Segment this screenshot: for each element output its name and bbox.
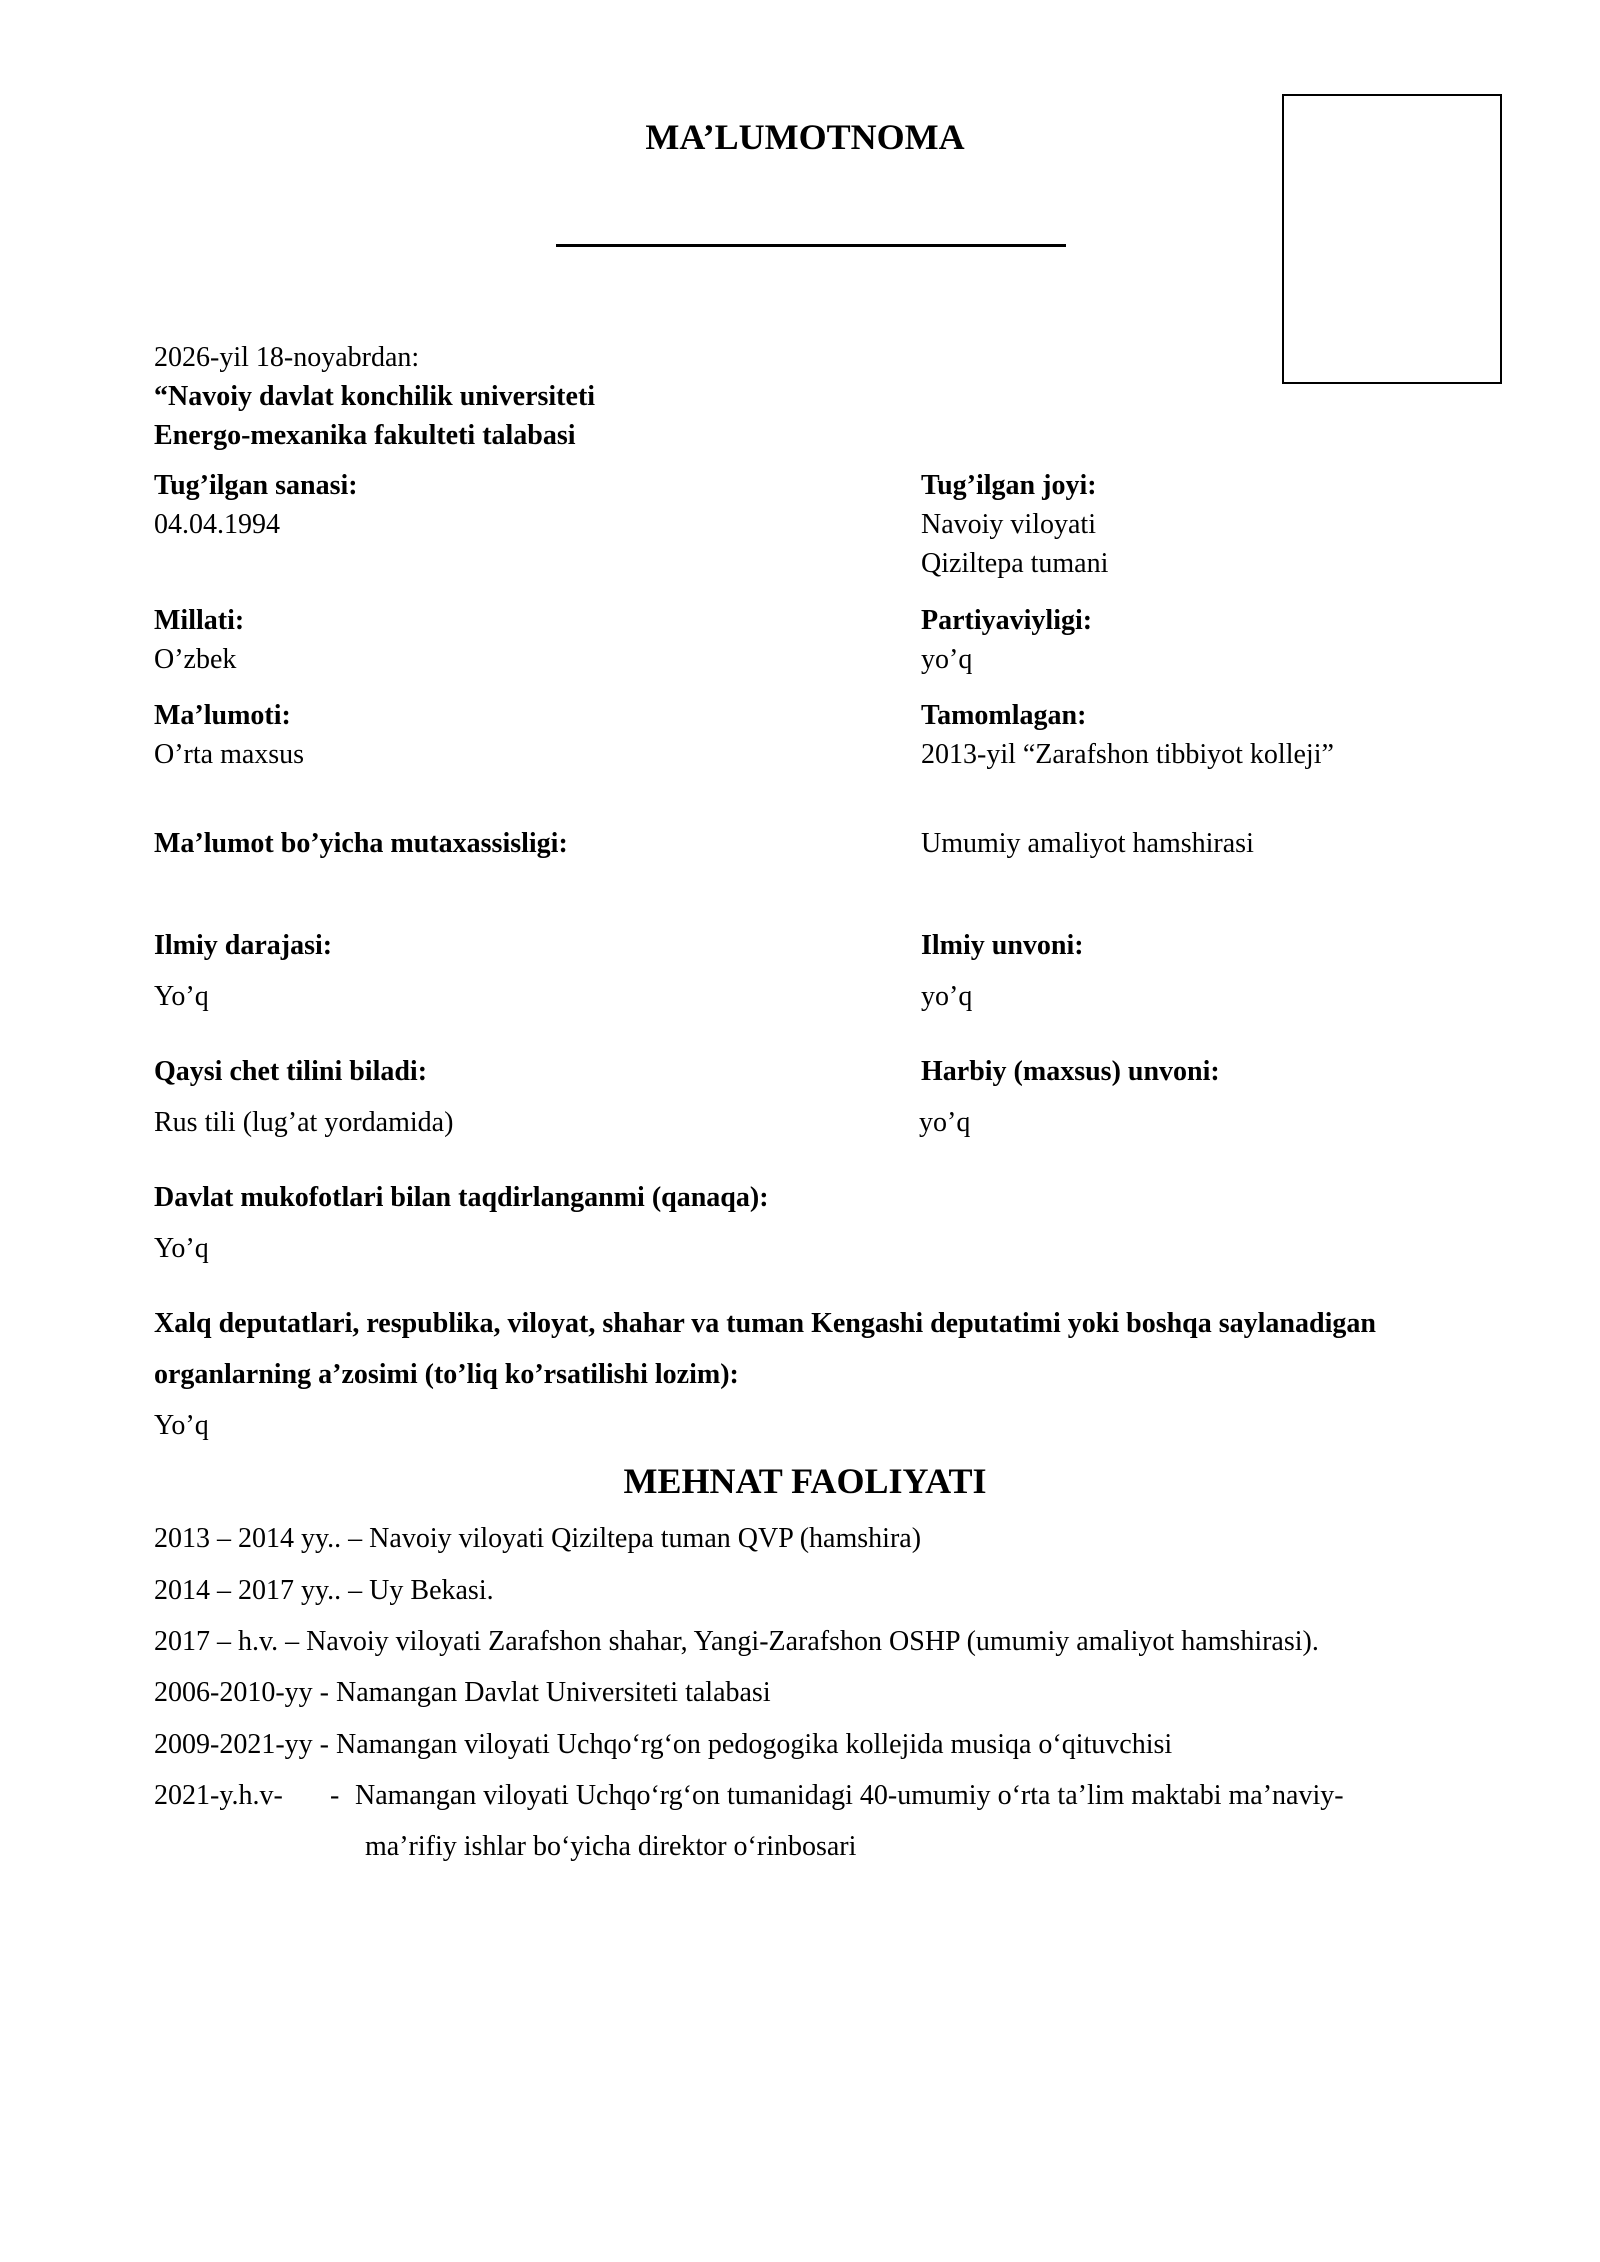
name-underline [556,244,1066,247]
work-entry: 2017 – h.v. – Navoiy viloyati Zarafshon shahar, Yangi-Zarafshon OSHP (umumiy amaliyot hamshirasi). [154,1626,1319,1657]
organization-line-2: Energo-mexanika fakulteti talabasi [154,420,576,451]
graduated-label: Tamomlagan: [921,700,1087,731]
work-entry-dash: - [330,1780,340,1811]
deputy-label-line-2: organlarning a’zosimi (to’liq ko’rsatilishi lozim): [154,1359,739,1390]
education-label: Ma’lumoti: [154,700,291,731]
work-entry-continuation: ma’rifiy ishlar bo‘yicha direktor o‘rinbosari [365,1831,857,1862]
nationality-label: Millati: [154,605,245,636]
language-label: Qaysi chet tilini biladi: [154,1056,428,1087]
rank-value: yo’q [921,981,973,1012]
deputy-label-line-1: Xalq deputatlari, respublika, viloyat, shahar va tuman Kengashi deputatimi yoki boshqa saylanadigan [154,1308,1376,1339]
photo-placeholder [1282,94,1502,384]
education-value: O’rta maxsus [154,739,305,770]
rank-label: Ilmiy unvoni: [921,930,1084,961]
birth-place-label: Tug’ilgan joyi: [921,470,1097,501]
work-entry: 2013 – 2014 yy.. – Navoiy viloyati Qiziltepa tuman QVP (hamshira) [154,1523,922,1554]
graduated-value: 2013-yil “Zarafshon tibbiyot kolleji” [921,739,1334,770]
specialty-label: Ma’lumot bo’yicha mutaxassisligi: [154,828,568,859]
degree-value: Yo’q [154,981,209,1012]
work-entry: 2006-2010-yy - Namangan Davlat Universiteti talabasi [154,1677,771,1708]
birth-date-value: 04.04.1994 [154,509,280,540]
birth-place-line-1: Navoiy viloyati [921,509,1096,540]
awards-value: Yo’q [154,1233,209,1264]
birth-date-label: Tug’ilgan sanasi: [154,470,358,501]
military-value: yo’q [919,1107,971,1138]
degree-label: Ilmiy darajasi: [154,930,333,961]
nationality-value: O’zbek [154,644,237,675]
party-label: Partiyaviyligi: [921,605,1093,636]
deputy-value: Yo’q [154,1410,209,1441]
work-entry: 2009-2021-yy - Namangan viloyati Uchqo‘rg‘on pedogogika kollejida musiqa o‘qituvchisi [154,1729,1173,1760]
specialty-value: Umumiy amaliyot hamshirasi [921,828,1254,859]
work-section-title: MEHNAT FAOLIYATI [623,1461,987,1501]
awards-label: Davlat mukofotlari bilan taqdirlanganmi (qanaqa): [154,1182,769,1213]
language-value: Rus tili (lug’at yordamida) [154,1107,454,1138]
birth-place-line-2: Qiziltepa tumani [921,548,1109,579]
work-entry: 2014 – 2017 yy.. – Uy Bekasi. [154,1575,494,1606]
document-title: MA’LUMOTNOMA [645,117,965,157]
date-line: 2026-yil 18-noyabrdan: [154,342,420,373]
work-entry: Namangan viloyati Uchqo‘rg‘on tumanidagi 40-umumiy o‘rta ta’lim maktabi ma’naviy- [355,1780,1344,1811]
work-entry-period: 2021-y.h.v- [154,1780,283,1811]
military-label: Harbiy (maxsus) unvoni: [921,1056,1220,1087]
organization-line-1: “Navoiy davlat konchilik universiteti [154,381,596,412]
party-value: yo’q [921,644,973,675]
